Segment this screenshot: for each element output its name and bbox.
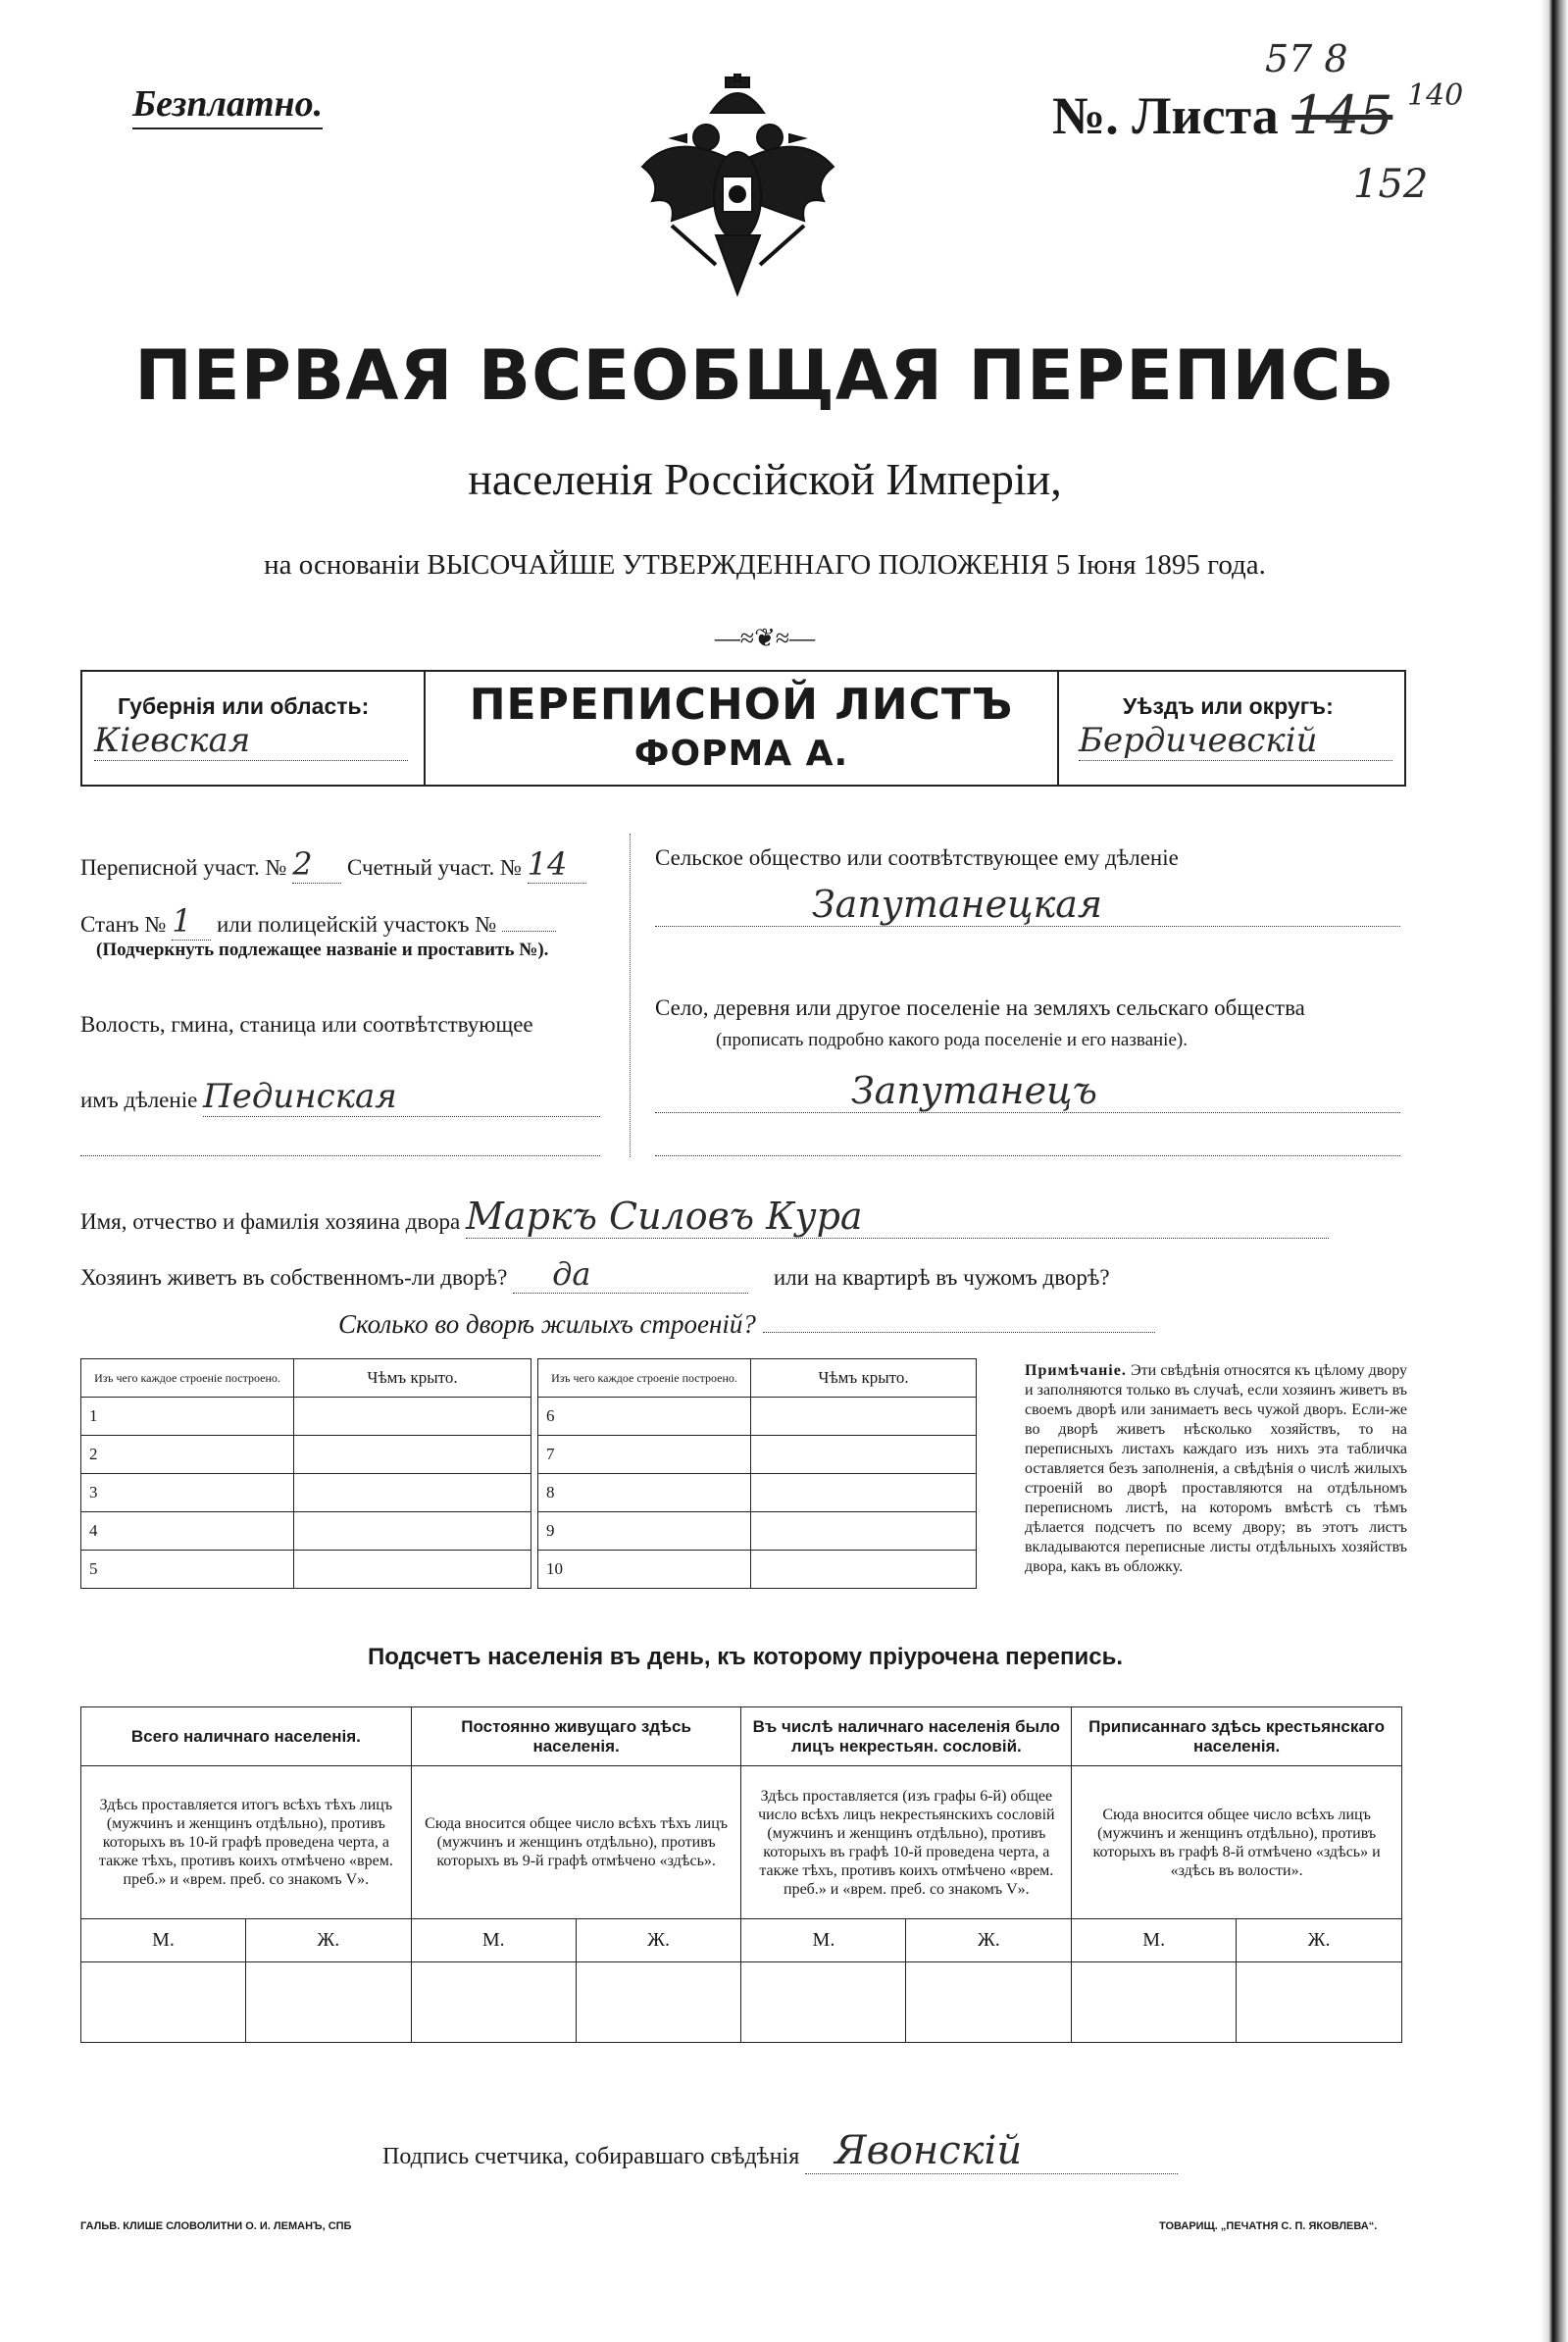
row-number: 3 xyxy=(81,1474,294,1512)
owner-name-label: Имя, отчество и фамилія хозяина двора xyxy=(80,1209,461,1234)
form-subtitle: ФОРМА А. xyxy=(633,734,849,774)
count-col-desc: Здѣсь проставляется итогъ всѣхъ тѣхъ лицъ (мужчинъ и женщинъ отдѣльно), противъ которыхъ въ 10-й графѣ проведена черта, а также тѣхъ, противъ коихъ отмѣчено «врем. преб.» и «врем. преб. со знакомъ V». xyxy=(81,1766,412,1919)
female-header: Ж. xyxy=(576,1919,741,1962)
table-row xyxy=(81,1474,531,1512)
census-area-label: Переписной участ. № xyxy=(80,855,287,880)
table-row xyxy=(81,1512,531,1551)
header-box-divider xyxy=(424,670,426,785)
material-header: Изъ чего каждое строеніе построено. xyxy=(538,1359,751,1398)
footer-left: ГАЛЬВ. КЛИШЕ СЛОВОЛИТНИ О. И. ЛЕМАНЪ, СПБ xyxy=(80,2220,352,2232)
footer-right: ТОВАРИЩ. „ПЕЧАТНЯ С. П. ЯКОВЛЕВА“. xyxy=(1159,2220,1378,2232)
signature-label: Подпись счетчика, собиравшаго свѣдѣнія xyxy=(382,2144,800,2169)
table-row xyxy=(538,1398,977,1436)
count-col-head: Въ числѣ наличнаго населенія было лицъ некрестьян. сословій. xyxy=(741,1707,1072,1766)
note-title: Примѣчаніе. xyxy=(1025,1362,1127,1379)
village-label: Село, деревня или другое поселеніе на земляхъ сельскаго общества xyxy=(655,995,1305,1020)
own-yard-label: Хозяинъ живетъ въ собственномъ-ли дворѣ? xyxy=(80,1265,508,1290)
sheet-mark-2: 140 xyxy=(1407,78,1464,113)
count-area-label: Счетный участ. № xyxy=(346,855,522,880)
row-number: 1 xyxy=(81,1398,294,1436)
gubernia-value: Кіевская xyxy=(94,721,408,761)
population-count-table xyxy=(80,1706,1402,2043)
row-number: 4 xyxy=(81,1512,294,1551)
volost-label-2: имъ дѣленіе xyxy=(80,1088,198,1112)
census-area-value: 2 xyxy=(292,845,341,884)
ornament-divider: —≈❦≈— xyxy=(714,624,816,652)
count-col-head: Всего наличнаго населенія. xyxy=(81,1707,412,1766)
note-text: Эти свѣдѣнія относятся къ цѣлому двору и заполняются только въ случаѣ, если хозяинъ живетъ въ своемъ дворѣ или занимаетъ весь чужой дворъ. Если-же во дворѣ живетъ нѣсколько хозяйствъ, то на переписныхъ листахъ каждаго изъ нихъ эта табличка оставляется безъ заполненія, а свѣдѣнія о числѣ жилыхъ строеній во дворѣ проставляются на отдѣльномъ переписномъ листѣ, на которомъ вмѣстѣ съ тѣмъ дѣлается подсчетъ по всему двору; въ этотъ листъ вкладываются переписные листы отдѣльныхъ хозяйствъ двора, какъ въ обложку. xyxy=(1025,1362,1408,1575)
page-title: ПЕРВАЯ ВСЕОБЩАЯ ПЕРЕПИСЬ xyxy=(134,335,1395,416)
buildings-label: Сколько во дворѣ жилыхъ строеній? xyxy=(338,1309,756,1339)
imperial-eagle-emblem xyxy=(632,74,843,299)
female-header: Ж. xyxy=(906,1919,1072,1962)
count-col-desc: Здѣсь проставляется (изъ графы 6-й) общее число всѣхъ лицъ некрестьянскихъ сословій (мужчинъ и женщинъ отдѣльно), противъ которыхъ въ графѣ 10-й проведена черта, а также тѣхъ, противъ коихъ отмѣчено «врем. преб.» и «врем. преб. со знакомъ V». xyxy=(741,1766,1072,1919)
female-header: Ж. xyxy=(1237,1919,1402,1962)
rented-label: или на квартирѣ въ чужомъ дворѣ? xyxy=(773,1265,1110,1290)
sheet-number xyxy=(1052,84,1392,146)
count-col-desc: Сюда вносится общее число всѣхъ лицъ (мужчинъ и женщинъ отдѣльно), противъ которыхъ въ графѣ 8-й отмѣчено «здѣсь» и «здѣсь въ волости». xyxy=(1072,1766,1402,1919)
count-area-value: 14 xyxy=(528,845,586,884)
village-extra-line xyxy=(655,1155,1400,1156)
column-divider xyxy=(630,834,632,1157)
society-label: Сельское общество или соотвѣтствующее ему дѣленіе xyxy=(655,845,1179,870)
owner-name-value: Маркъ Силовъ Кура xyxy=(466,1195,1329,1239)
uezd-label: Уѣздъ или округъ: xyxy=(1123,693,1334,719)
buildings-table-right xyxy=(537,1358,977,1589)
police-area-label: или полицейскій участокъ № xyxy=(216,912,497,937)
table-row xyxy=(81,1398,531,1436)
society-value: Запутанецкая xyxy=(655,883,1400,927)
stan-value: 1 xyxy=(172,902,211,941)
table-row xyxy=(538,1512,977,1551)
stan-note: (Подчеркнуть подлежащее названіе и проставить №). xyxy=(96,940,549,960)
village-note: (прописать подробно какого рода поселеніе и его названіе). xyxy=(716,1030,1188,1050)
volost-extra-line xyxy=(80,1155,600,1156)
male-header: М. xyxy=(1072,1919,1237,1962)
volost-label: Волость, гмина, станица или соотвѣтствующее xyxy=(80,1012,533,1037)
table-row xyxy=(81,1551,531,1589)
male-header: М. xyxy=(81,1919,246,1962)
table-row xyxy=(538,1436,977,1474)
free-label: Безплатно. xyxy=(132,82,323,129)
table-row xyxy=(538,1551,977,1589)
note-block xyxy=(1025,1361,1407,1577)
row-number: 5 xyxy=(81,1551,294,1589)
sheet-mark-1: 57 8 xyxy=(1265,37,1348,80)
village-value: Запутанецъ xyxy=(655,1069,1400,1113)
form-title: ПЕРЕПИСНОЙ ЛИСТЪ xyxy=(469,680,1014,730)
header-box-divider xyxy=(1057,670,1059,785)
row-number: 7 xyxy=(538,1436,751,1474)
stan-label: Станъ № xyxy=(80,912,167,937)
stan-line xyxy=(80,902,556,941)
sheet-label: №. Листа xyxy=(1052,86,1279,145)
scan-edge xyxy=(1541,0,1568,2342)
roof-header: Чѣмъ крыто. xyxy=(751,1359,977,1398)
signature-value: Явонскій xyxy=(805,2128,1178,2174)
gubernia-label: Губернія или область: xyxy=(118,693,370,719)
row-number: 10 xyxy=(538,1551,751,1589)
row-number: 6 xyxy=(538,1398,751,1436)
buildings-table-left xyxy=(80,1358,531,1589)
count-col-desc: Сюда вносится общее число всѣхъ тѣхъ лицъ (мужчинъ и женщинъ отдѣльно), противъ которыхъ въ 9-й графѣ отмѣчено «здѣсь». xyxy=(411,1766,741,1919)
sheet-old-number: 145 xyxy=(1291,84,1393,146)
census-area-line xyxy=(80,845,586,884)
row-number: 9 xyxy=(538,1512,751,1551)
owner-name-line xyxy=(80,1195,1329,1239)
female-header: Ж. xyxy=(245,1919,411,1962)
volost-value: Пединская xyxy=(203,1077,600,1117)
table-row xyxy=(81,1436,531,1474)
own-yard-value: да xyxy=(513,1255,748,1294)
row-number: 8 xyxy=(538,1474,751,1512)
count-title: Подсчетъ населенія въ день, къ которому пріурочена перепись. xyxy=(368,1644,1123,1670)
table-row xyxy=(538,1474,977,1512)
buildings-line xyxy=(338,1309,1155,1340)
page-subtitle: населенія Россійской Имперіи, xyxy=(468,454,1062,504)
volost-line xyxy=(80,1077,600,1117)
male-header: М. xyxy=(411,1919,576,1962)
signature-line xyxy=(382,2128,1178,2174)
uezd-value: Бердичевскій xyxy=(1079,721,1392,761)
count-col-head: Постоянно живущаго здѣсь населенія. xyxy=(411,1707,741,1766)
legal-basis: на основаніи ВЫСОЧАЙШЕ УТВЕРЖДЕННАГО ПОЛОЖЕНІЯ 5 Іюня 1895 года. xyxy=(264,549,1266,581)
count-col-head: Приписаннаго здѣсь крестьянскаго населенія. xyxy=(1072,1707,1402,1766)
roof-header: Чѣмъ крыто. xyxy=(294,1359,531,1398)
count-value-row xyxy=(81,1962,1402,2043)
sheet-mark-3: 152 xyxy=(1353,162,1429,207)
row-number: 2 xyxy=(81,1436,294,1474)
owner-yard-line xyxy=(80,1255,1110,1294)
male-header: М. xyxy=(741,1919,906,1962)
material-header: Изъ чего каждое строеніе построено. xyxy=(81,1359,294,1398)
